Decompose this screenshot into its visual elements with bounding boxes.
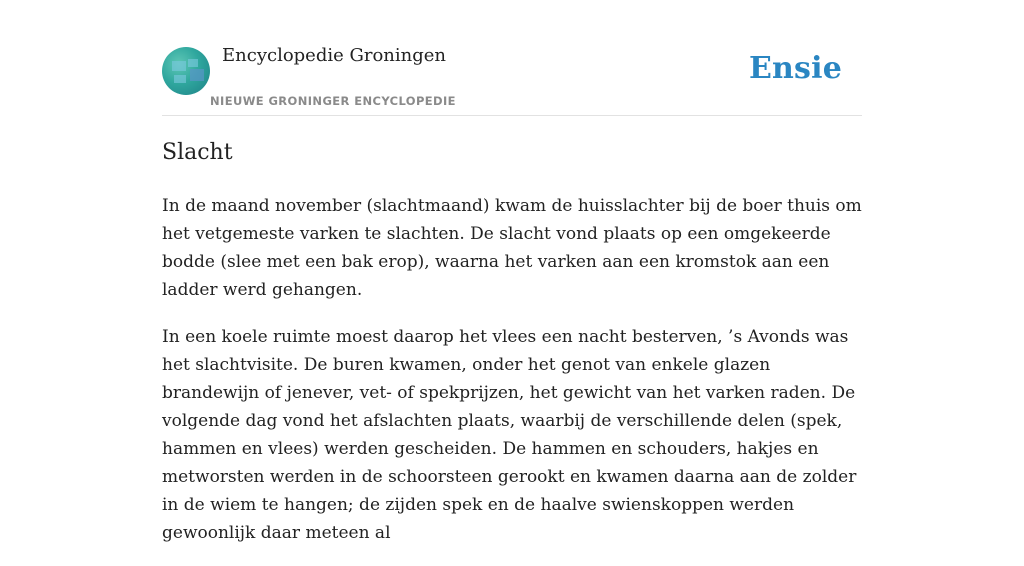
source-name[interactable]: Encyclopedie Groningen <box>222 45 447 66</box>
article-body <box>162 192 866 566</box>
brand-logo[interactable]: Ensie <box>748 51 842 86</box>
article-paragraph: In de maand november (slachtmaand) kwam de huisslachter bij de boer thuis om het vetgemeste varken te slachten. De slacht vond plaats op een omgekeerde bodde (slee met een bak erop), waarna het varken aan een kromstok aan een ladder werd gehangen. <box>162 196 862 300</box>
header <box>162 0 862 116</box>
article-paragraph: In een koele ruimte moest daarop het vlees een nacht besterven, ’s Avonds was het slachtvisite. De buren kwamen, onder het genot van enkele glazen brandewijn of jenever, vet- of spekprijzen, het gewicht van het varken raden. De volgende dag vond het afslachten plaats, waarbij de verschillende delen (spek, hammen en vlees) werden gescheiden. De hammen en schouders, hakjes en metworsten werden in de schoorsteen gerookt en kwamen daarna aan de zolder in de wiem te hangen; de zijden spek en de haalve swienskoppen werden gewoonlijk daar meteen al <box>162 327 857 543</box>
source-subtitle[interactable]: NIEUWE GRONINGER ENCYCLOPEDIE <box>210 94 456 108</box>
article-title: Slacht <box>162 140 233 165</box>
source-avatar[interactable] <box>162 47 210 95</box>
